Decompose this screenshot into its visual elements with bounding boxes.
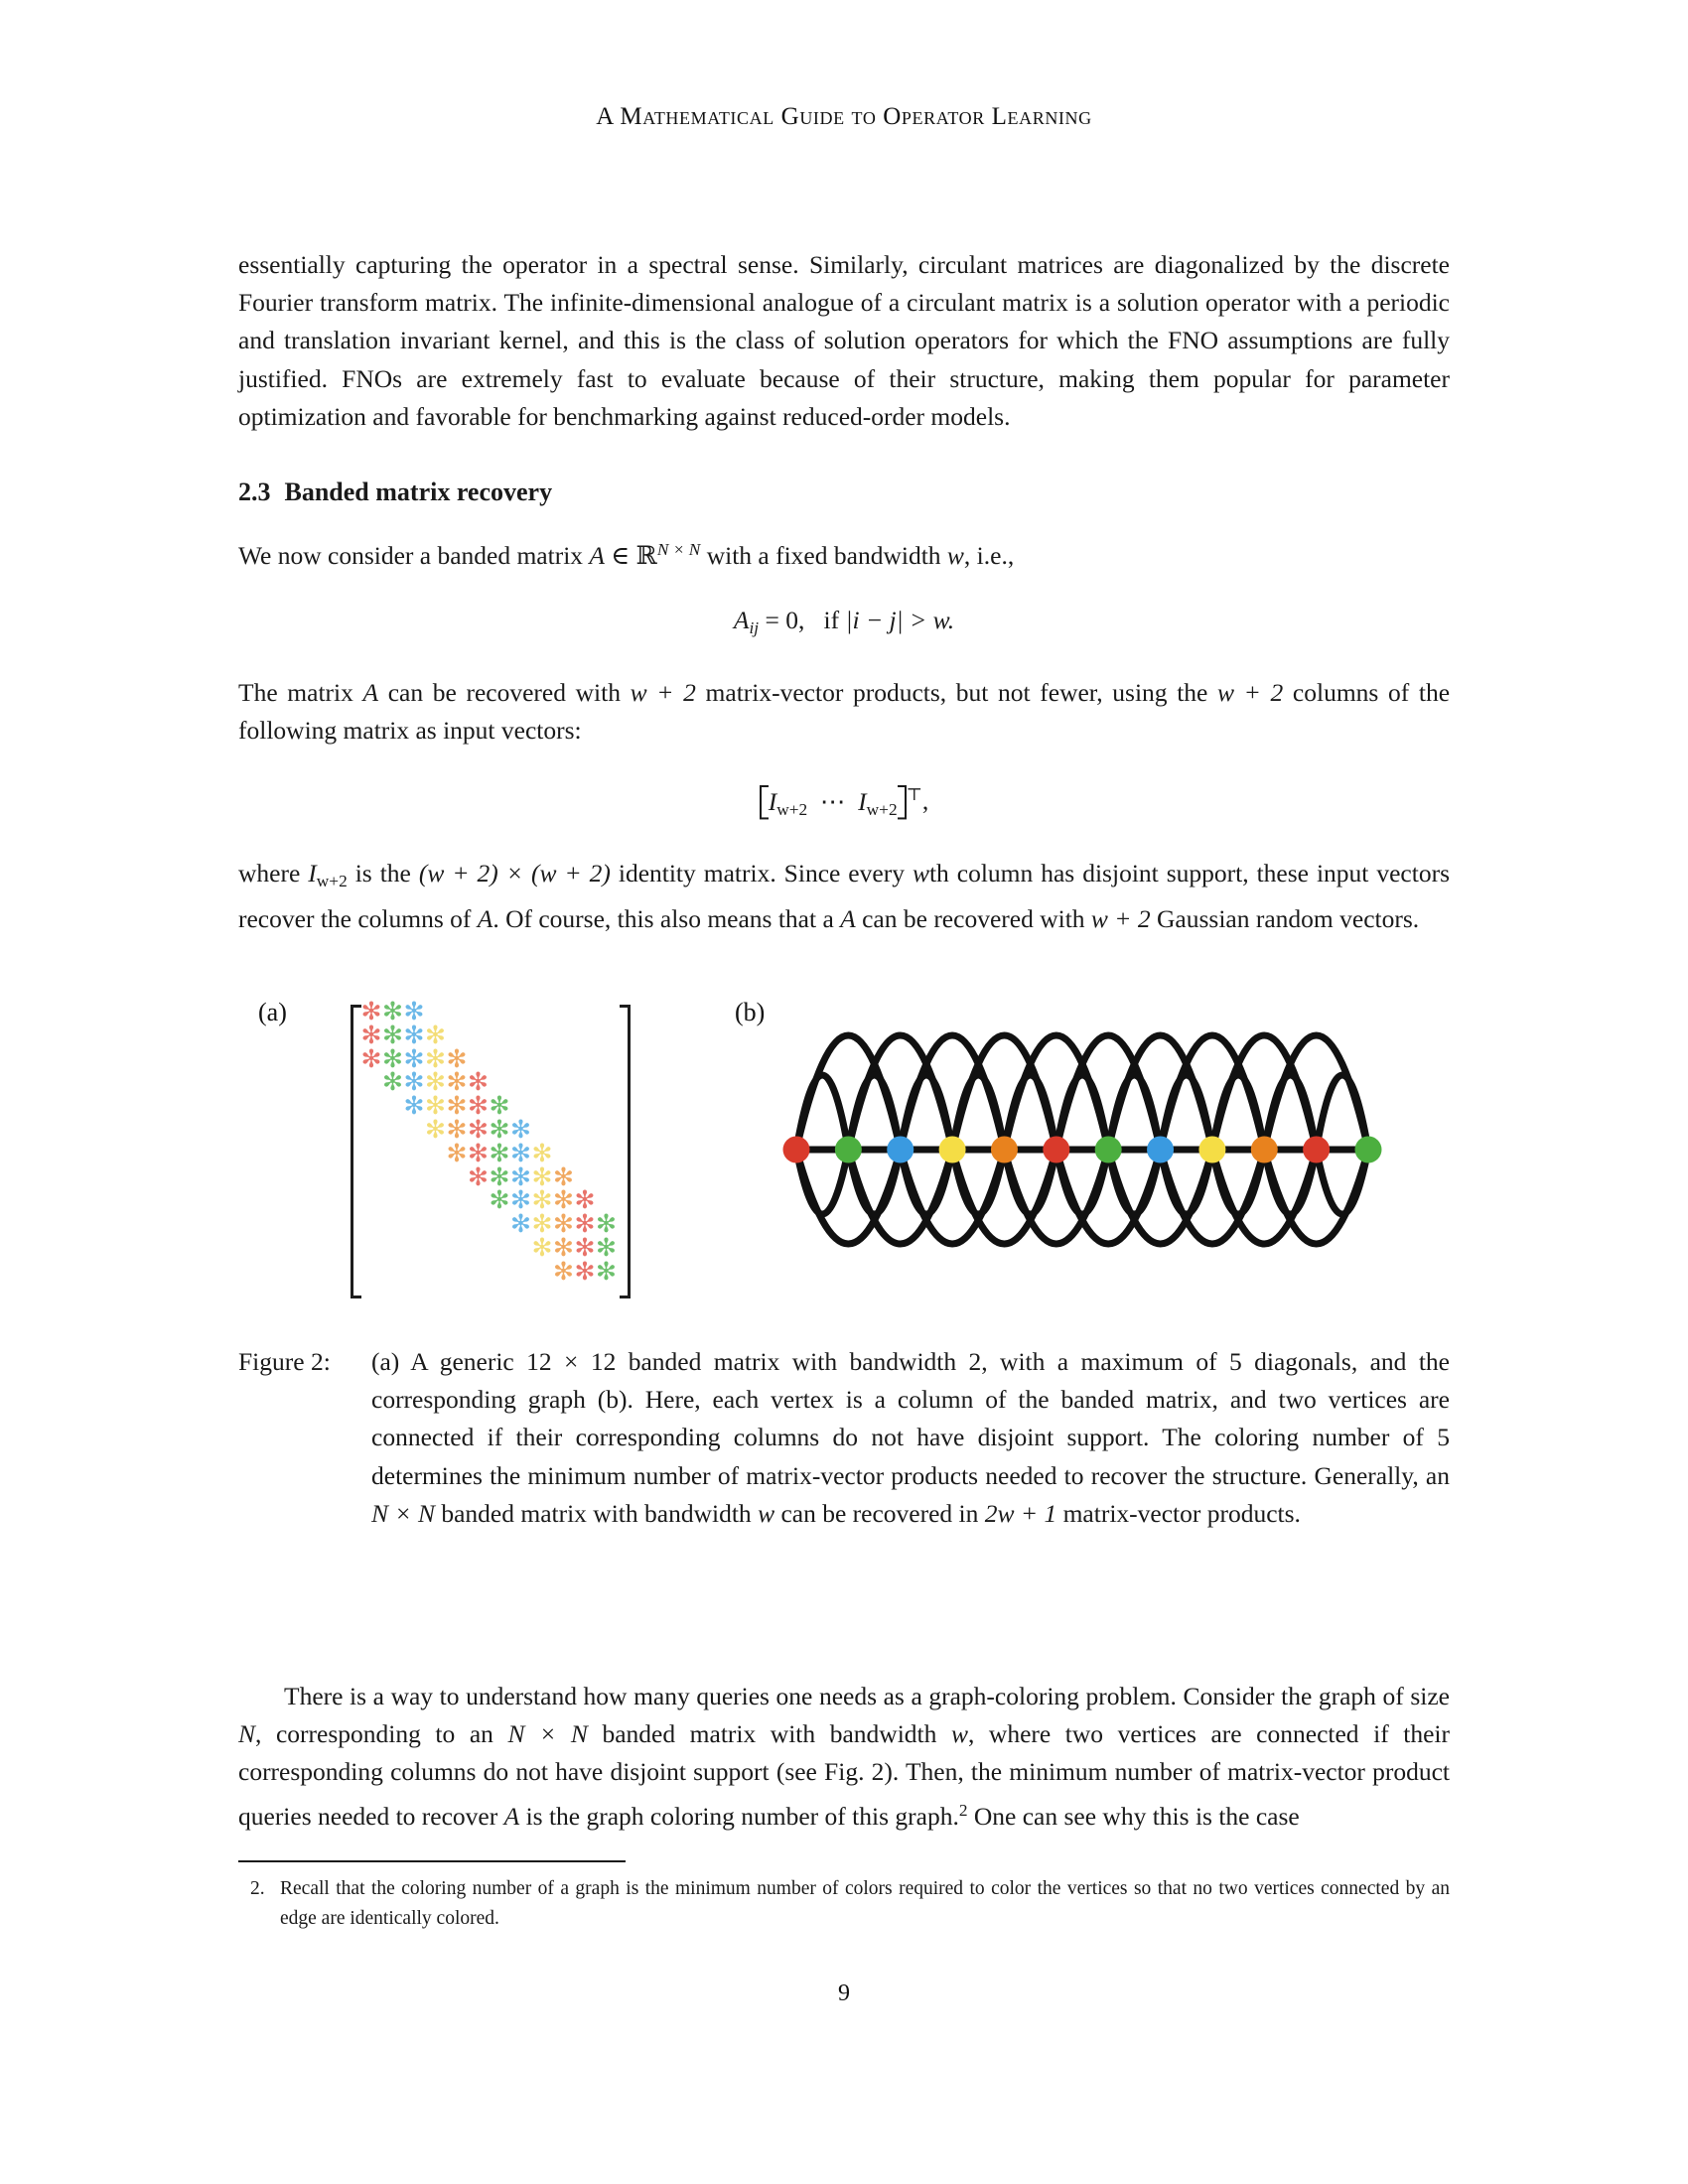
matrix-entry: ✻ (382, 1043, 403, 1073)
mid-b: can be recovered with (378, 678, 631, 708)
graph-vertex (1251, 1137, 1278, 1163)
caption-part-d: matrix-vector products. (1056, 1498, 1301, 1528)
graph-vertex (1198, 1137, 1225, 1163)
matrix-entry: ✻ (596, 1256, 617, 1286)
matrix-bracket-group (760, 782, 907, 830)
matrix-entry: ✻ (531, 1233, 553, 1262)
matrix-entry: ✻ (489, 1185, 510, 1215)
text-column-lower (238, 1678, 1450, 1836)
eq2-I-right-sub: w+2 (866, 799, 898, 819)
mid-a: The matrix (238, 678, 363, 708)
graph-vertex (1147, 1137, 1174, 1163)
paragraph-recovery (238, 674, 1450, 750)
last-c: banded matrix with bandwidth (587, 1719, 951, 1749)
graph-vertex (887, 1137, 914, 1163)
last-b: , corresponding to an (255, 1719, 508, 1749)
page-number: 9 (838, 1980, 850, 2006)
graph-edge-arc-small-upper (1056, 1075, 1108, 1150)
matrix-entry: ✻ (403, 1091, 425, 1121)
last-NxN: N × N (507, 1719, 588, 1749)
graph-vertex (939, 1137, 966, 1163)
graph-vertex (1095, 1137, 1122, 1163)
figure-label-a: (a) (258, 998, 287, 1026)
caption-part-b: banded matrix with bandwidth (434, 1498, 759, 1528)
matrix-entry: ✻ (489, 1091, 510, 1121)
matrix-entry: ✻ (510, 1209, 531, 1239)
graph-vertex (835, 1137, 862, 1163)
matrix-entry: ✻ (574, 1233, 596, 1262)
footnote-2 (250, 1874, 1450, 1934)
eq2-I-right: I (858, 786, 867, 816)
matrix-entry: ✻ (489, 1115, 510, 1144)
last-e: is the graph coloring number of this graph. (519, 1801, 959, 1831)
graph-edge-arc-small-upper (1317, 1075, 1368, 1150)
after-w: w (912, 859, 929, 888)
matrix-entry: ✻ (468, 1091, 489, 1121)
eq2-I-left-sub: w+2 (776, 799, 808, 819)
eq1-if: if (823, 606, 840, 635)
after-a: where (238, 859, 309, 888)
after-I-sub: w+2 (316, 872, 348, 891)
matrix-entry: ✻ (531, 1209, 553, 1239)
matrix-entry: ✻ (446, 1115, 468, 1144)
section-title: Banded matrix recovery (284, 478, 553, 507)
graph-edge-arc-small-upper (1108, 1075, 1160, 1150)
eq2-I-left: I (768, 786, 777, 816)
paragraph-banded-intro (238, 531, 1450, 575)
eq1-A: A (733, 606, 750, 635)
text-column (238, 246, 1450, 939)
matrix-entry: ✻ (553, 1209, 574, 1239)
banded-matrix-panel (343, 983, 730, 1320)
after-dims: (w + 2) × (w + 2) (418, 859, 611, 888)
figure-label-b: (b) (735, 998, 766, 1026)
matrix-entry: ✻ (531, 1185, 553, 1215)
last-a: There is a way to understand how many queries one needs as a graph-coloring problem. Consider the graph of size (284, 1682, 1450, 1710)
equation-aij (238, 601, 1450, 648)
matrix-entry: ✻ (553, 1233, 574, 1262)
matrix-entry: ✻ (425, 1091, 446, 1121)
intro-text-b: with a fixed bandwidth (700, 541, 947, 571)
footnote-marker[interactable]: 2 (958, 1800, 968, 1820)
symbol-w: w (946, 541, 964, 571)
after-d: th column has disjoint support, these input vectors recover the columns of (238, 859, 1450, 934)
graph-vertex (1303, 1137, 1330, 1163)
matrix-entry: ✻ (510, 1161, 531, 1191)
eq1-rel: = 0, (765, 606, 805, 635)
mid-d: columns of the following matrix as input vectors: (238, 678, 1451, 746)
mid-w2: w + 2 (630, 678, 696, 708)
graph-edge-arc-small-upper (848, 1075, 900, 1150)
matrix-entry: ✻ (425, 1115, 446, 1144)
matrix-entry: ✻ (596, 1209, 617, 1239)
matrix-entry: ✻ (446, 1138, 468, 1167)
matrix-entry: ✻ (425, 1043, 446, 1073)
matrix-entry: ✻ (360, 1043, 382, 1073)
matrix-entry: ✻ (596, 1233, 617, 1262)
matrix-entry: ✻ (403, 1067, 425, 1097)
matrix-entry: ✻ (531, 1161, 553, 1191)
mid-c: matrix-vector products, but not fewer, using the (695, 678, 1217, 708)
left-bracket (760, 785, 769, 819)
matrix-entry: ✻ (574, 1209, 596, 1239)
symbol-A: A (589, 541, 605, 571)
last-w: w (950, 1719, 968, 1749)
last-N: N (238, 1719, 256, 1749)
section-number: 2.3 (238, 478, 271, 507)
matrix-entry: ✻ (468, 1161, 489, 1191)
intro-text-c: , i.e., (963, 541, 1015, 571)
matrix-entry: ✻ (403, 997, 425, 1025)
after-A1: A (477, 904, 493, 934)
matrix-entry: ✻ (468, 1115, 489, 1144)
symbol-NxN-exponent: N × N (656, 540, 701, 560)
matrix-entry: ✻ (446, 1043, 468, 1073)
eq1-cond: |i − j| > w. (845, 606, 955, 635)
graph-edge-arc-small-upper (952, 1075, 1004, 1150)
last-d: , where two vertices are connected if their corresponding columns do not have disjoint support (see Fig. 2). Then, the minimum number of matrix-vector product queries needed to recover (238, 1719, 1451, 1831)
after-e: . Of course, this also means that a (492, 904, 841, 934)
graph-vertex (1355, 1137, 1382, 1163)
figure-caption (238, 1343, 1450, 1533)
matrix-entry: ✻ (553, 1185, 574, 1215)
intro-text-a: We now consider a banded matrix (238, 541, 590, 571)
caption-tag: Figure 2: (238, 1347, 331, 1376)
caption-2w1: 2w + 1 (984, 1498, 1057, 1528)
after-c: identity matrix. Since every (610, 859, 913, 888)
graph-vertex (1043, 1137, 1069, 1163)
matrix-entry: ✻ (403, 1043, 425, 1073)
matrix-entry: ✻ (574, 1185, 596, 1215)
last-A: A (503, 1801, 520, 1831)
eq2-dots: ⋯ (819, 786, 846, 816)
caption-part-c: can be recovered in (774, 1498, 985, 1528)
eq1-sub: ij (749, 618, 760, 638)
matrix-entry: ✻ (446, 1067, 468, 1097)
paragraph-intro: essentially capturing the operator in a spectral sense. Similarly, circulant matrices are diagonalized by the discrete Fourier transform matrix. The infinite-dimensional analogue of a circulant matrix is a solution operator with a periodic and translation invariant kernel, and this is the class of solution operators for which the FNO assumptions are fully justified. FNOs are extremely fast to evaluate because of their structure, making them popular for parameter optimization and favorable for benchmarking against reduced-order models. (238, 250, 1450, 431)
symbol-in: ∈ (611, 541, 631, 571)
equation-identity-block (238, 775, 1450, 829)
graph-edge-arc-small-upper (1161, 1075, 1212, 1150)
graph-edge-arc-small-upper (1264, 1075, 1316, 1150)
mid-symbol-A: A (362, 678, 379, 708)
caption-body (371, 1343, 1450, 1533)
eq2-transpose: ⊤ (906, 785, 922, 805)
matrix-entry: ✻ (425, 1067, 446, 1097)
caption-NxN: N × N (371, 1498, 435, 1528)
footnote-rule (238, 1860, 626, 1862)
matrix-entry: ✻ (531, 1138, 553, 1167)
symbol-reals: ℝ (635, 541, 657, 572)
matrix-entry: ✻ (446, 1091, 468, 1121)
running-head: A Mathematical Guide to Operator Learning (596, 103, 1092, 130)
figure-2 (238, 973, 1450, 1330)
matrix-entry: ✻ (425, 1020, 446, 1049)
after-f: can be recovered with (855, 904, 1091, 934)
footnote-number: 2. (250, 1878, 265, 1899)
section-heading (238, 476, 1450, 509)
matrix-entry: ✻ (468, 1138, 489, 1167)
caption-w: w (758, 1498, 775, 1528)
matrix-entry: ✻ (382, 997, 403, 1025)
right-bracket (898, 785, 907, 819)
after-A2: A (840, 904, 856, 934)
matrix-entry: ✻ (489, 1138, 510, 1167)
after-w2: w + 2 (1090, 904, 1151, 934)
after-g: Gaussian random vectors. (1150, 904, 1420, 934)
matrix-entry: ✻ (553, 1256, 574, 1286)
eq2-comma: , (921, 786, 929, 816)
coloring-graph-panel (774, 1003, 1410, 1300)
matrix-entry: ✻ (510, 1115, 531, 1144)
matrix-entry: ✻ (468, 1067, 489, 1097)
last-f: One can see why this is the case (967, 1801, 1300, 1831)
graph-vertex (783, 1137, 810, 1163)
mid-w2-b: w + 2 (1217, 678, 1284, 708)
matrix-entry: ✻ (382, 1067, 403, 1097)
paragraph-identity-explain (238, 855, 1450, 938)
paragraph-graph-coloring (238, 1678, 1450, 1836)
coloring-graph-svg (774, 1003, 1390, 1291)
caption-part-a: (a) A generic 12 × 12 banded matrix with bandwidth 2, with a maximum of 5 diagonals, and the corresponding graph (b). Here, each vertex is a column of the banded matrix, and two vertices are connected if their corresponding columns do not have disjoint support. The coloring number of 5 determines the minimum number of matrix-vector products needed to recover the structure. Generally, an (371, 1347, 1450, 1490)
graph-edge-arc-small-upper (796, 1075, 848, 1150)
matrix-entry: ✻ (360, 1020, 382, 1049)
graph-edge-arc-small-upper (1004, 1075, 1055, 1150)
matrix-entry: ✻ (382, 1020, 403, 1049)
matrix-entry: ✻ (553, 1161, 574, 1191)
footnote-text: Recall that the coloring number of a graph is the minimum number of colors required to color the vertices so that no two vertices connected by an edge are identically colored. (280, 1878, 1450, 1929)
matrix-entry: ✻ (510, 1138, 531, 1167)
after-I: I (308, 859, 317, 888)
graph-edge-arc-small-upper (901, 1075, 952, 1150)
matrix-entry: ✻ (489, 1161, 510, 1191)
matrix-entry: ✻ (403, 1020, 425, 1049)
graph-vertex (991, 1137, 1018, 1163)
graph-edge-arc-small-upper (1212, 1075, 1264, 1150)
matrix-entry: ✻ (360, 997, 382, 1025)
after-b: is the (347, 859, 419, 888)
matrix-entry: ✻ (574, 1256, 596, 1286)
matrix-entry: ✻ (510, 1185, 531, 1215)
